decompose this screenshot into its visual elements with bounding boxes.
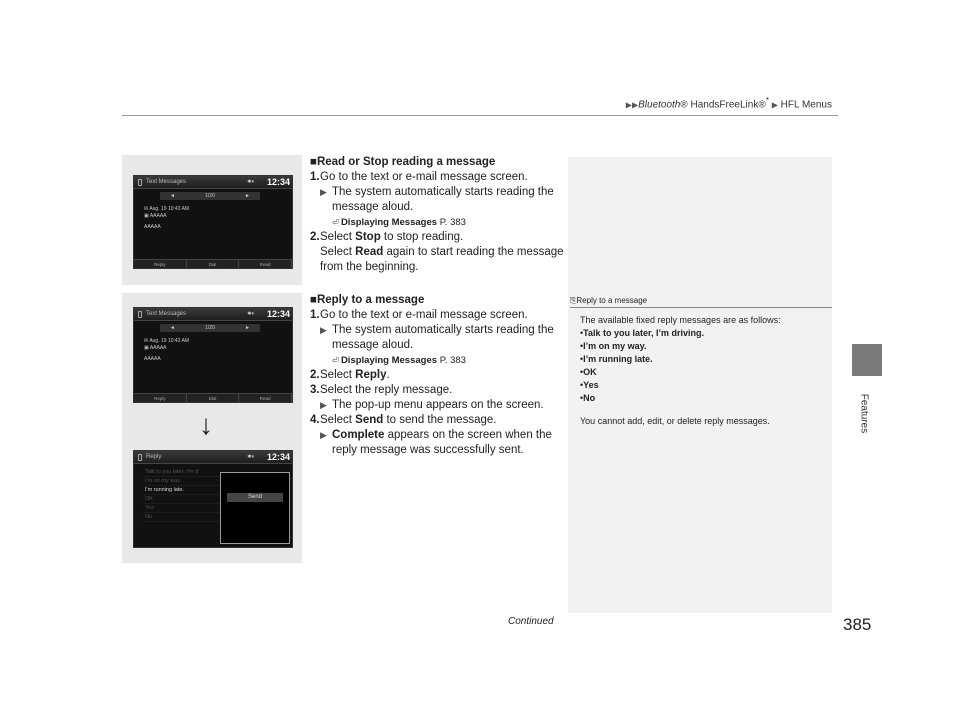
breadcrumb-bluetooth: Bluetooth [638, 99, 681, 111]
message-date: ✉ Aug. 19 10:43 AM [144, 206, 190, 212]
note-outro: You cannot add, edit, or delete reply messages. [580, 416, 770, 426]
message-meta [144, 206, 189, 220]
note-rule [570, 307, 832, 308]
prev-icon: ◄ [170, 193, 175, 199]
step: 2. Select Stop to stop reading. Select Read again to start reading the message from the beginning. [310, 231, 564, 273]
send-button: Send [227, 493, 283, 502]
screen-title: Text Messages [146, 311, 187, 317]
reply-item: Talk to you later, I'm d [142, 468, 228, 477]
reference-icon: ⏎ [332, 356, 341, 365]
reply-item: No [142, 513, 228, 522]
dial-button: Dial [187, 260, 240, 268]
step: 4. Select Send to send the message. [310, 414, 497, 426]
down-arrow-icon: ↓ [199, 409, 213, 440]
screen-reply [133, 450, 293, 548]
screen-buttons [134, 259, 292, 268]
bluetooth-status-icon: ✱▾ [247, 179, 254, 185]
message-sender: ▣ AAAAA [144, 345, 167, 351]
screen-title: Reply [146, 454, 162, 460]
step-result: ▶ The system automatically starts reading the message aloud. [320, 186, 554, 213]
page-number: 385 [843, 615, 872, 634]
result-arrow-icon: ▶ [320, 325, 327, 335]
bluetooth-status-icon: ✱▾ [247, 454, 254, 460]
result-arrow-icon: ▶ [320, 400, 327, 410]
note-title: ⎘Reply to a message [570, 296, 648, 305]
phone-icon [138, 179, 142, 186]
next-icon: ► [245, 193, 250, 199]
breadcrumb-hfl-menus: HFL Menus [780, 99, 832, 111]
reply-item: Yes [142, 504, 228, 513]
screen-text-messages-1 [133, 175, 293, 269]
result-arrow-icon: ▶ [320, 187, 327, 197]
cross-reference: ⏎ Displaying Messages P. 383 [332, 217, 466, 228]
step-result: ▶ The pop-up menu appears on the screen. [320, 399, 544, 411]
note-item: •OK [580, 367, 597, 377]
breadcrumb-hfl: ® HandsFreeLink® [680, 99, 766, 111]
clock: 12:34 [266, 177, 290, 187]
note-item: •I’m running late. [580, 354, 653, 364]
reference-icon: ⏎ [332, 218, 341, 227]
screen-title-bar [134, 176, 292, 189]
note-intro: The available fixed reply messages are as follows: [580, 315, 781, 325]
pager-count: 1/20 [205, 325, 215, 331]
clock: 12:34 [266, 452, 290, 462]
section-heading: ■Read or Stop reading a message [310, 156, 496, 168]
message-date: ✉ Aug. 19 10:43 AM [144, 338, 190, 344]
instructions [310, 155, 565, 456]
mail-icon: ✉ [144, 206, 150, 212]
screen-title-bar [134, 308, 292, 321]
breadcrumb-star: * [765, 95, 769, 105]
bluetooth-status-icon: ✱▾ [247, 311, 254, 317]
section-reply [310, 293, 565, 458]
screen-title-bar [134, 451, 292, 464]
reply-item-selected: I'm running late. [142, 486, 228, 495]
breadcrumb-arrow-icon: ▶▶ [625, 100, 639, 110]
message-pager [160, 192, 260, 200]
contact-icon: ▣ [144, 345, 150, 351]
next-icon: ► [245, 325, 250, 331]
section-tab-marker [852, 344, 882, 376]
message-sender: ▣ AAAAA [144, 213, 167, 219]
note-item: •Yes [580, 380, 599, 390]
phone-icon [138, 311, 142, 318]
note-item: •I’m on my way. [580, 341, 647, 351]
reply-button: Reply [134, 394, 187, 402]
spacer [580, 405, 820, 415]
contact-icon: ▣ [144, 213, 150, 219]
dial-button: Dial [187, 394, 240, 402]
clock: 12:34 [266, 309, 290, 319]
message-body: AAAAA [144, 356, 161, 362]
message-meta [144, 338, 189, 352]
side-label: Features [858, 393, 870, 434]
pager-count: 1/20 [205, 193, 215, 199]
step-result: ▶ Complete appears on the screen when the reply message was successfully sent. [320, 429, 552, 456]
screen-buttons [134, 393, 292, 402]
reply-button: Reply [134, 260, 187, 268]
step: 3. Select the reply message. [310, 384, 453, 396]
note-icon: ⎘ [570, 296, 577, 305]
result-arrow-icon: ▶ [320, 430, 327, 440]
message-pager [160, 324, 260, 332]
note-item: •No [580, 393, 596, 403]
note-item: •Talk to you later, I’m driving. [580, 328, 705, 338]
prev-icon: ◄ [170, 325, 175, 331]
breadcrumb [626, 95, 832, 110]
reply-item: OK [142, 495, 228, 504]
breadcrumb-arrow-icon: ▶ [771, 100, 778, 110]
reply-list [142, 468, 228, 522]
read-button: Read [239, 394, 292, 402]
note-body [580, 314, 820, 428]
message-body: AAAAA [144, 224, 161, 230]
phone-icon [138, 454, 142, 461]
screen-text-messages-2 [133, 307, 293, 403]
step: 1. Go to the text or e-mail message screen. [310, 309, 528, 321]
step: 2. Select Reply. [310, 369, 390, 381]
mail-icon: ✉ [144, 338, 150, 344]
cross-reference: ⏎ Displaying Messages P. 383 [332, 355, 466, 366]
screen-title: Text Messages [146, 179, 187, 185]
read-button: Read [239, 260, 292, 268]
step: 1. Go to the text or e-mail message screen. [310, 171, 528, 183]
continued-label: Continued [508, 616, 554, 627]
send-popup [220, 472, 290, 544]
section-heading: ■Reply to a message [310, 294, 425, 306]
header-rule [122, 115, 838, 116]
step-result: ▶ The system automatically starts reading the message aloud. [320, 324, 554, 351]
reply-item: I'm on my way. [142, 477, 228, 486]
